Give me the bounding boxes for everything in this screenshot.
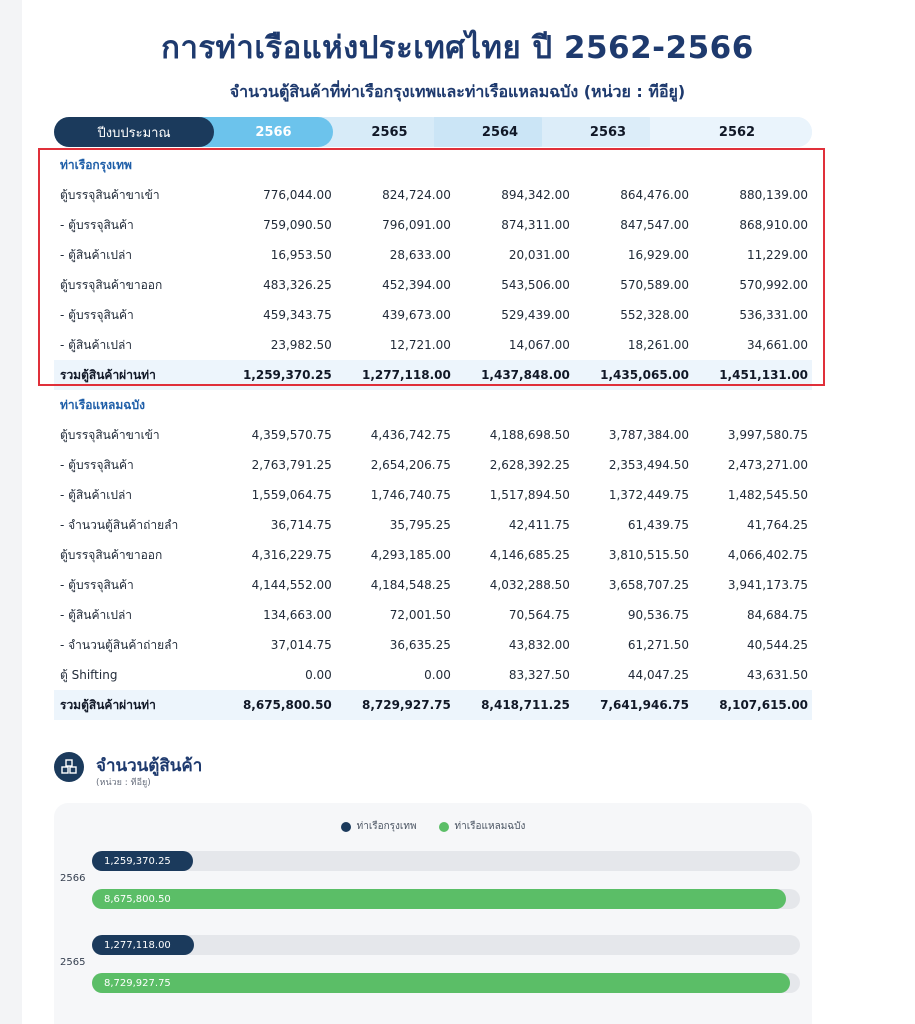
cell-value: 42,411.75 bbox=[508, 518, 570, 532]
bar-bangkok-2566 bbox=[92, 851, 193, 871]
header-year-2565: 2565 bbox=[321, 117, 446, 147]
row-label: - ตู้บรรจุสินค้า bbox=[60, 457, 134, 472]
cell-value: 37,014.75 bbox=[270, 638, 332, 652]
cell-value: 3,997,580.75 bbox=[727, 428, 809, 442]
bar-value-label: 1,277,118.00 bbox=[104, 939, 171, 951]
cell-value: 864,476.00 bbox=[620, 188, 689, 202]
bar-value-label: 1,259,370.25 bbox=[104, 855, 171, 867]
cell-value: 1,372,449.75 bbox=[608, 488, 689, 502]
cell-value: 43,631.50 bbox=[746, 668, 809, 682]
cell-value: 0.00 bbox=[424, 668, 451, 682]
container-table-body bbox=[54, 150, 812, 720]
table-row bbox=[54, 480, 812, 510]
bar-laem-chabang-2565 bbox=[92, 973, 790, 993]
cell-value: 552,328.00 bbox=[620, 308, 689, 322]
cell-value: 824,724.00 bbox=[382, 188, 451, 202]
row-label: รวมตู้สินค้าผ่านท่า bbox=[60, 697, 156, 712]
cell-value: 8,675,800.50 bbox=[242, 698, 332, 712]
cell-value: 44,047.25 bbox=[627, 668, 689, 682]
row-label: - ตู้บรรจุสินค้า bbox=[60, 217, 134, 232]
cell-value: 2,654,206.75 bbox=[370, 458, 451, 472]
cell-value: 868,910.00 bbox=[739, 218, 809, 232]
cell-value: 41,764.25 bbox=[746, 518, 809, 532]
cell-value: 23,982.50 bbox=[270, 338, 332, 352]
table-row bbox=[54, 330, 812, 360]
cell-value: 4,184,548.25 bbox=[370, 578, 451, 592]
cell-value: 4,144,552.00 bbox=[251, 578, 332, 592]
row-label: ท่าเรือกรุงเทพ bbox=[60, 157, 132, 172]
cell-value: 18,261.00 bbox=[627, 338, 689, 352]
cell-value: 439,673.00 bbox=[382, 308, 451, 322]
cell-value: 2,628,392.25 bbox=[489, 458, 570, 472]
bar-laem-chabang-2566 bbox=[92, 889, 786, 909]
cell-value: 796,091.00 bbox=[382, 218, 451, 232]
table-row bbox=[54, 510, 812, 540]
cell-value: 61,271.50 bbox=[627, 638, 689, 652]
cell-value: 1,437,848.00 bbox=[481, 368, 570, 382]
cell-value: 3,810,515.50 bbox=[608, 548, 689, 562]
table-row bbox=[54, 660, 812, 690]
bar-chart bbox=[54, 803, 812, 1024]
chart-legend bbox=[54, 819, 812, 834]
cell-value: 4,436,742.75 bbox=[370, 428, 451, 442]
left-margin-strip bbox=[0, 0, 22, 1024]
cell-value: 452,394.00 bbox=[382, 278, 451, 292]
page-title: การท่าเรือแห่งประเทศไทย ปี 2562-2566 bbox=[161, 30, 754, 66]
cell-value: 776,044.00 bbox=[263, 188, 332, 202]
bar-track bbox=[92, 851, 800, 871]
cell-value: 72,001.50 bbox=[389, 608, 451, 622]
cell-value: 880,139.00 bbox=[739, 188, 809, 202]
total-row bbox=[54, 690, 812, 720]
table-row bbox=[54, 270, 812, 300]
cell-value: 8,729,927.75 bbox=[362, 698, 451, 712]
cell-value: 536,331.00 bbox=[739, 308, 809, 322]
cell-value: 529,439.00 bbox=[501, 308, 570, 322]
legend-item-laem-chabang bbox=[439, 819, 526, 834]
row-label: ตู้ Shifting bbox=[60, 667, 118, 682]
cell-value: 0.00 bbox=[305, 668, 332, 682]
row-label: - จำนวนตู้สินค้าถ่ายลำ bbox=[60, 637, 179, 652]
cell-value: 1,559,064.75 bbox=[251, 488, 332, 502]
page-subtitle: จำนวนตู้สินค้าที่ท่าเรือกรุงเทพและท่าเรือแหลมฉบัง (หน่วย : ทีอียู) bbox=[229, 82, 686, 101]
row-label: ตู้บรรจุสินค้าขาออก bbox=[60, 277, 163, 292]
legend-dot-laem-chabang bbox=[439, 822, 449, 832]
cell-value: 1,259,370.25 bbox=[242, 368, 332, 382]
bar-value-label: 8,729,927.75 bbox=[104, 977, 171, 989]
cell-value: 4,032,288.50 bbox=[489, 578, 570, 592]
cell-value: 847,547.00 bbox=[620, 218, 689, 232]
total-row bbox=[54, 360, 812, 390]
row-label: ตู้บรรจุสินค้าขาออก bbox=[60, 547, 163, 562]
row-label: - ตู้สินค้าเปล่า bbox=[60, 337, 133, 352]
cell-value: 36,714.75 bbox=[270, 518, 332, 532]
table-row bbox=[54, 570, 812, 600]
cell-value: 2,763,791.25 bbox=[251, 458, 332, 472]
row-label: ท่าเรือแหลมฉบัง bbox=[60, 397, 145, 412]
legend-label-bangkok: ท่าเรือกรุงเทพ bbox=[356, 821, 417, 832]
row-label: ตู้บรรจุสินค้าขาเข้า bbox=[60, 187, 160, 202]
cell-value: 459,343.75 bbox=[263, 308, 332, 322]
cell-value: 7,641,946.75 bbox=[600, 698, 689, 712]
header-year-2564: 2564 bbox=[434, 117, 554, 147]
table-row bbox=[54, 630, 812, 660]
bar-track bbox=[92, 935, 800, 955]
bar-track bbox=[92, 889, 800, 909]
cell-value: 4,359,570.75 bbox=[251, 428, 332, 442]
cell-value: 84,684.75 bbox=[746, 608, 809, 622]
cell-value: 1,517,894.50 bbox=[489, 488, 570, 502]
row-label: รวมตู้สินค้าผ่านท่า bbox=[60, 367, 156, 382]
cell-value: 16,953.50 bbox=[270, 248, 332, 262]
category-label-2565: 2565 bbox=[60, 957, 86, 968]
cell-value: 1,451,131.00 bbox=[719, 368, 809, 382]
table-row bbox=[54, 240, 812, 270]
row-label: - จำนวนตู้สินค้าถ่ายลำ bbox=[60, 517, 179, 532]
bar-bangkok-2565 bbox=[92, 935, 194, 955]
cell-value: 570,589.00 bbox=[620, 278, 689, 292]
legend-label-laem-chabang: ท่าเรือแหลมฉบัง bbox=[454, 821, 526, 832]
cell-value: 759,090.50 bbox=[263, 218, 332, 232]
cell-value: 36,635.25 bbox=[389, 638, 451, 652]
section-header-row bbox=[54, 390, 812, 420]
cell-value: 61,439.75 bbox=[627, 518, 689, 532]
bar-track bbox=[92, 973, 800, 993]
cell-value: 1,277,118.00 bbox=[362, 368, 451, 382]
header-year-2562: 2562 bbox=[650, 117, 812, 147]
container-stack-icon bbox=[54, 752, 84, 782]
header-year-2563: 2563 bbox=[542, 117, 662, 147]
cell-value: 70,564.75 bbox=[508, 608, 570, 622]
cell-value: 16,929.00 bbox=[627, 248, 689, 262]
cell-value: 483,326.25 bbox=[263, 278, 332, 292]
header-fiscal-year-label: ปีงบประมาณ bbox=[54, 117, 214, 147]
row-label: - ตู้บรรจุสินค้า bbox=[60, 307, 134, 322]
cell-value: 83,327.50 bbox=[508, 668, 570, 682]
row-label: ตู้บรรจุสินค้าขาเข้า bbox=[60, 427, 160, 442]
legend-dot-bangkok bbox=[341, 822, 351, 832]
table-row bbox=[54, 180, 812, 210]
cell-value: 90,536.75 bbox=[627, 608, 689, 622]
cell-value: 12,721.00 bbox=[389, 338, 451, 352]
table-header bbox=[54, 117, 812, 147]
cell-value: 2,353,494.50 bbox=[608, 458, 689, 472]
cell-value: 8,107,615.00 bbox=[719, 698, 809, 712]
header-year-2566: 2566 bbox=[200, 117, 333, 147]
table-row bbox=[54, 540, 812, 570]
cell-value: 894,342.00 bbox=[501, 188, 570, 202]
cell-value: 4,293,185.00 bbox=[370, 548, 451, 562]
cell-value: 34,661.00 bbox=[746, 338, 809, 352]
cell-value: 14,067.00 bbox=[508, 338, 570, 352]
row-label: - ตู้สินค้าเปล่า bbox=[60, 247, 133, 262]
cell-value: 20,031.00 bbox=[508, 248, 570, 262]
legend-item-bangkok bbox=[341, 819, 417, 834]
table-row bbox=[54, 600, 812, 630]
bar-value-label: 8,675,800.50 bbox=[104, 893, 171, 905]
cell-value: 43,832.00 bbox=[508, 638, 570, 652]
cell-value: 40,544.25 bbox=[746, 638, 809, 652]
cell-value: 4,316,229.75 bbox=[251, 548, 332, 562]
cell-value: 543,506.00 bbox=[501, 278, 570, 292]
cell-value: 35,795.25 bbox=[389, 518, 451, 532]
cell-value: 1,482,545.50 bbox=[727, 488, 809, 502]
cell-value: 134,663.00 bbox=[263, 608, 332, 622]
cell-value: 2,473,271.00 bbox=[727, 458, 809, 472]
cell-value: 8,418,711.25 bbox=[481, 698, 570, 712]
table-row bbox=[54, 450, 812, 480]
chart-section-unit: (หน่วย : ทีอียู) bbox=[96, 778, 151, 788]
row-label: - ตู้สินค้าเปล่า bbox=[60, 487, 133, 502]
cell-value: 1,435,065.00 bbox=[600, 368, 689, 382]
cell-value: 4,188,698.50 bbox=[489, 428, 570, 442]
category-label-2566: 2566 bbox=[60, 873, 86, 884]
cell-value: 4,146,685.25 bbox=[489, 548, 570, 562]
cell-value: 874,311.00 bbox=[501, 218, 570, 232]
row-label: - ตู้สินค้าเปล่า bbox=[60, 607, 133, 622]
table-row bbox=[54, 300, 812, 330]
cell-value: 1,746,740.75 bbox=[370, 488, 451, 502]
table-row bbox=[54, 420, 812, 450]
chart-section-title: จำนวนตู้สินค้า bbox=[96, 756, 203, 776]
section-header-row bbox=[54, 150, 812, 180]
row-label: - ตู้บรรจุสินค้า bbox=[60, 577, 134, 592]
cell-value: 28,633.00 bbox=[389, 248, 451, 262]
table-row bbox=[54, 210, 812, 240]
cell-value: 3,787,384.00 bbox=[608, 428, 689, 442]
cell-value: 4,066,402.75 bbox=[727, 548, 809, 562]
cell-value: 3,658,707.25 bbox=[608, 578, 689, 592]
cell-value: 570,992.00 bbox=[739, 278, 809, 292]
cell-value: 11,229.00 bbox=[746, 248, 809, 262]
cell-value: 3,941,173.75 bbox=[727, 578, 809, 592]
